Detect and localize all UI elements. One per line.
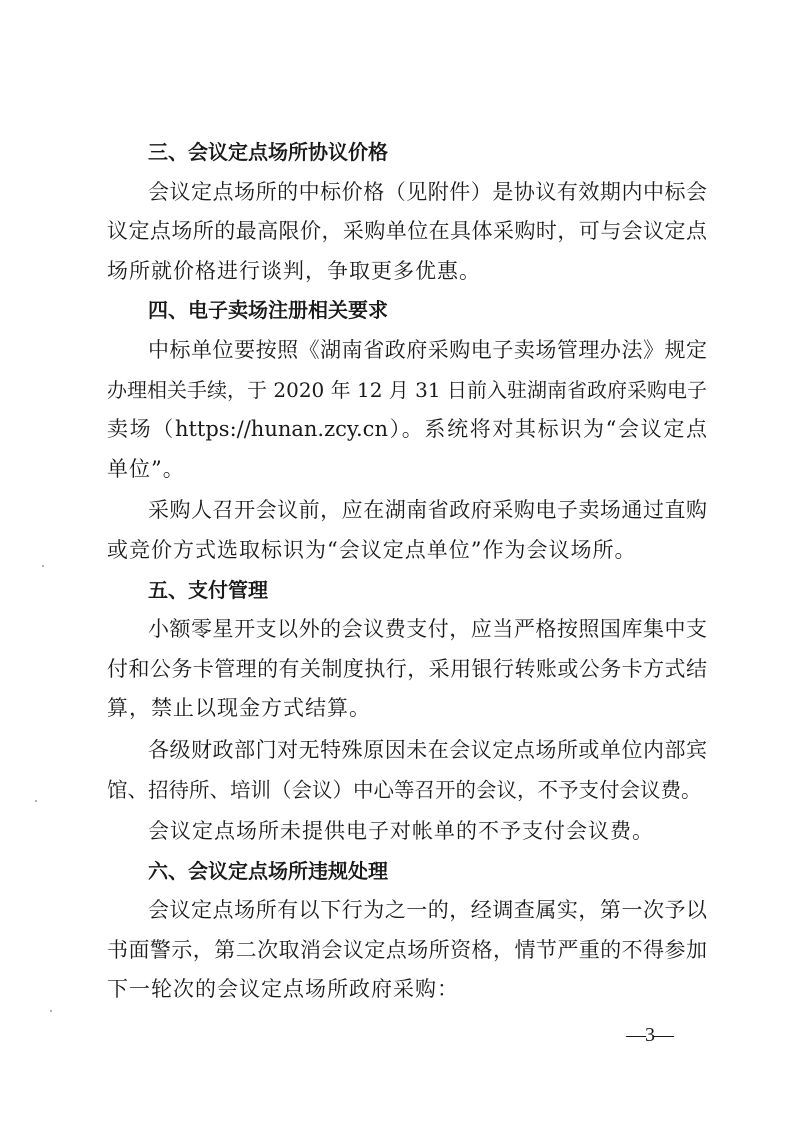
- paragraph-line: 馆、招待所、培训（会议）中心等召开的会议，不予支付会议费。: [107, 777, 702, 802]
- document-body: [107, 133, 707, 1010]
- paragraph-line: 单位”。: [107, 456, 185, 481]
- section-heading: 五、支付管理: [148, 577, 268, 602]
- scan-speck: [50, 1010, 52, 1012]
- section-heading: 四、电子卖场注册相关要求: [148, 298, 388, 323]
- paragraph-line: 会议定点场所的中标价格（见附件）是协议有效期内中标会: [148, 179, 707, 204]
- paragraph-line: 卖场（https://hunan.zcy.cn）。系统将对其标识为“会议定点: [107, 417, 707, 442]
- scan-speck: [42, 565, 44, 567]
- paragraph-line: 中标单位要按照《湖南省政府采购电子卖场管理办法》规定: [148, 337, 707, 362]
- paragraph-line: 会议定点场所有以下行为之一的，经调查属实，第一次予以: [148, 898, 707, 923]
- paragraph-line: 付和公务卡管理的有关制度执行，采用银行转账或公务卡方式结: [107, 656, 707, 681]
- paragraph-line: 或竞价方式选取标识为“会议定点单位”作为会议场所。: [107, 537, 637, 562]
- scan-speck: [35, 800, 37, 802]
- paragraph-line: 下一轮次的会议定点场所政府采购：: [107, 977, 459, 1002]
- paragraph-line: 办理相关手续，于 2020 年 12 月 31 日前入驻湖南省政府采购电子: [107, 377, 707, 402]
- page-number: —3—: [626, 1024, 673, 1046]
- paragraph-line: 会议定点场所未提供电子对帐单的不予支付会议费。: [148, 819, 654, 844]
- section-heading: 三、会议定点场所协议价格: [148, 140, 388, 164]
- paragraph-line: 采购人召开会议前，应在湖南省政府采购电子卖场通过直购: [148, 498, 707, 523]
- paragraph-line: 各级财政部门对无特殊原因未在会议定点场所或单位内部宾: [148, 737, 707, 762]
- paragraph-line: 书面警示，第二次取消会议定点场所资格，情节严重的不得参加: [107, 937, 707, 962]
- paragraph-line: 算，禁止以现金方式结算。: [107, 696, 371, 721]
- paragraph-line: 场所就价格进行谈判，争取更多优惠。: [107, 258, 481, 283]
- paragraph-line: 议定点场所的最高限价，采购单位在具体采购时，可与会议定点: [107, 219, 707, 244]
- section-heading: 六、会议定点场所违规处理: [148, 858, 388, 883]
- paragraph-line: 小额零星开支以外的会议费支付，应当严格按照国库集中支: [148, 617, 707, 642]
